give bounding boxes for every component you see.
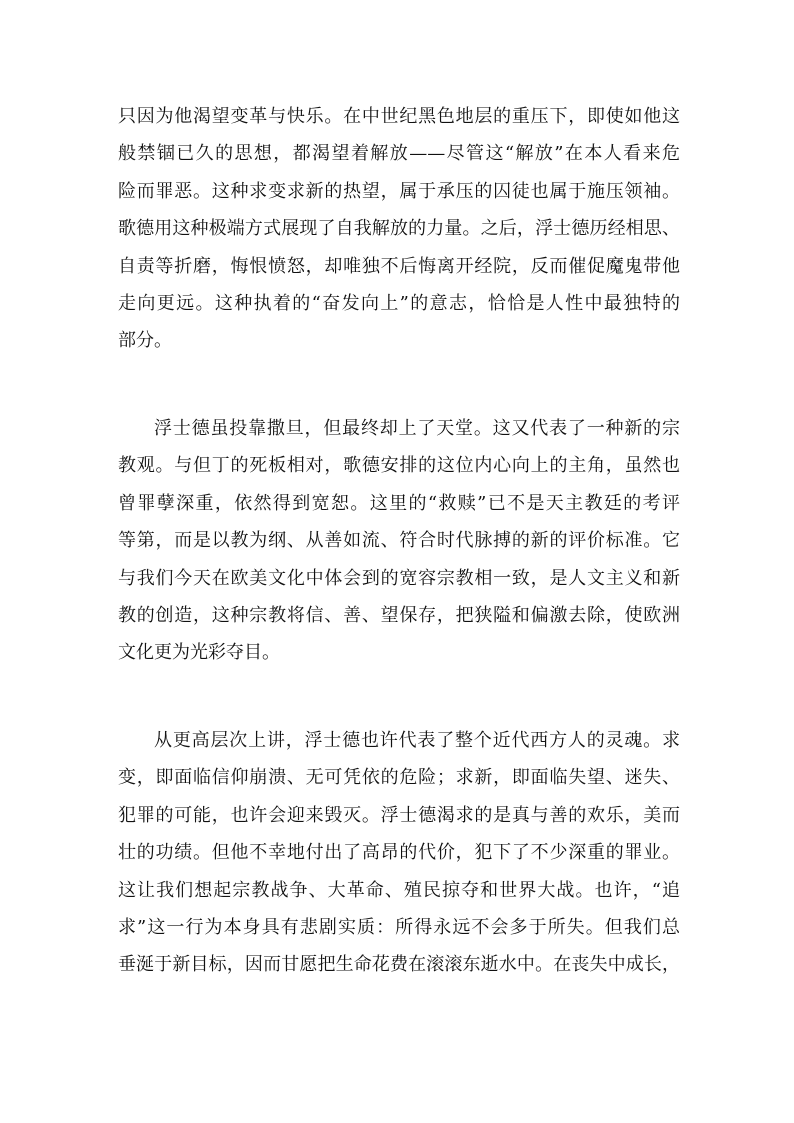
paragraph-line: 教观。与但丁的死板相对，歌德安排的这位内心向上的主角，虽然也 bbox=[118, 455, 680, 477]
paragraph-line: 险而罪恶。这种求变求新的热望，属于承压的囚徒也属于施压领袖。 bbox=[118, 180, 680, 202]
paragraph-line: 这让我们想起宗教战争、大革命、殖民掠夺和世界大战。也许，“追 bbox=[118, 879, 680, 901]
paragraph-line: 从更高层次上讲，浮士德也许代表了整个近代西方人的灵魂。求 bbox=[154, 730, 680, 751]
paragraph-3 bbox=[118, 722, 680, 984]
paragraph-line: 垂涎于新目标，因而甘愿把生命花费在滚滚东逝水中。在丧失中成长， bbox=[118, 954, 680, 976]
paragraph-line: 犯罪的可能，也许会迎来毁灭。浮士德渴求的是真与善的欢乐，美而 bbox=[118, 804, 680, 826]
paragraph-line: 歌德用这种极端方式展现了自我解放的力量。之后，浮士德历经相思、 bbox=[118, 218, 680, 240]
paragraph-line: 曾罪孽深重，依然得到宽恕。这里的“救赎”已不是天主教廷的考评 bbox=[118, 492, 680, 514]
paragraph-line: 只因为他渴望变革与快乐。在中世纪黑色地层的重压下，即使如他这 bbox=[118, 106, 680, 127]
paragraph-line: 浮士德虽投靠撒旦，但最终却上了天堂。这又代表了一种新的宗 bbox=[154, 418, 680, 439]
paragraph-line: 般禁锢已久的思想，都渴望着解放——尽管这“解放”在本人看来危 bbox=[118, 143, 680, 165]
paragraph-line: 文化更为光彩夺目。 bbox=[118, 642, 280, 664]
paragraph-line: 部分。 bbox=[118, 330, 172, 352]
paragraph-line: 壮的功绩。但他不幸地付出了高昂的代价，犯下了不少深重的罪业。 bbox=[118, 842, 680, 864]
paragraph-line: 变，即面临信仰崩溃、无可凭依的危险；求新，即面临失望、迷失、 bbox=[118, 767, 680, 789]
paragraph-line: 求”这一行为本身具有悲剧实质：所得永远不会多于所失。但我们总 bbox=[118, 916, 680, 938]
paragraph-2 bbox=[118, 410, 680, 672]
paragraph-line: 与我们今天在欧美文化中体会到的宽容宗教相一致，是人文主义和新 bbox=[118, 567, 680, 589]
paragraph-line: 教的创造，这种宗教将信、善、望保存，把狭隘和偏激去除，使欧洲 bbox=[118, 604, 680, 626]
paragraph-1 bbox=[118, 98, 680, 360]
paragraph-line: 走向更远。这种执着的“奋发向上”的意志，恰恰是人性中最独特的 bbox=[118, 292, 680, 314]
paragraph-line: 自责等折磨，悔恨愤怒，却唯独不后悔离开经院，反而催促魔鬼带他 bbox=[118, 255, 680, 277]
paragraph-line: 等第，而是以教为纲、从善如流、符合时代脉搏的新的评价标准。它 bbox=[118, 530, 680, 552]
